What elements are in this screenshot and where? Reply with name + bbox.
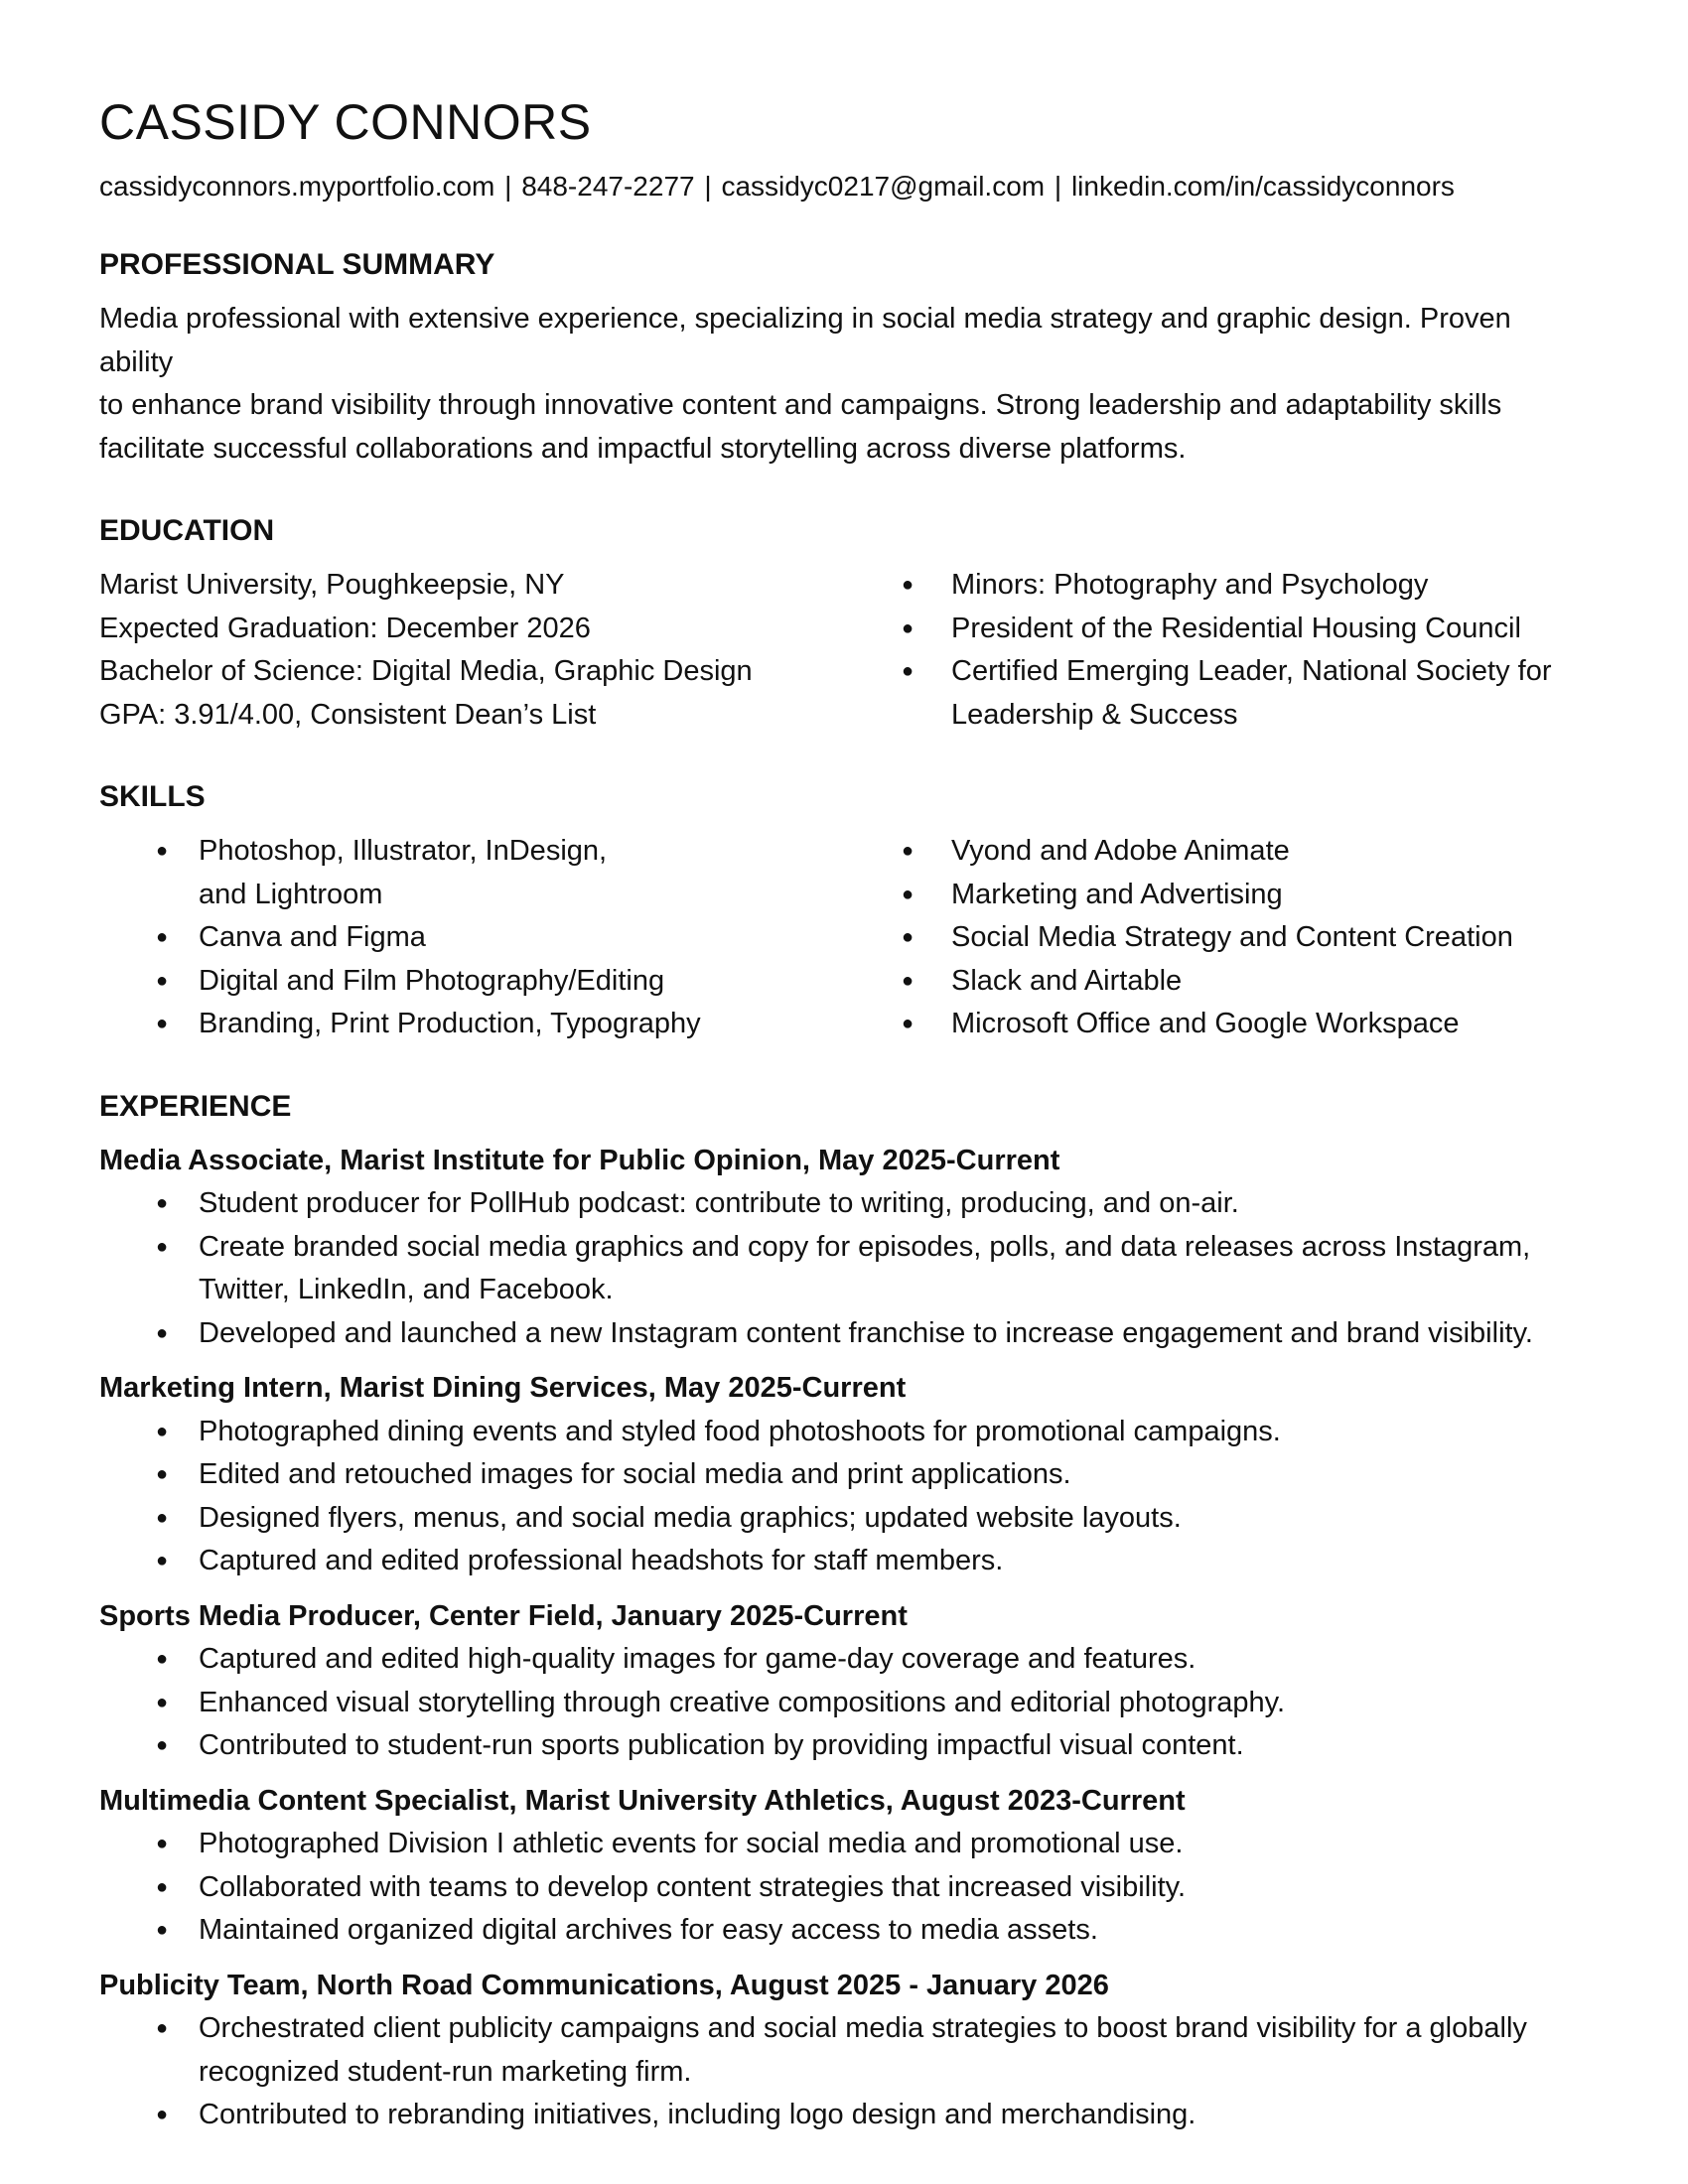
job-entry	[99, 1965, 1589, 2137]
list-item: ● Orchestrated client publicity campaigns and social media strategies to boost brand visibility for a globally recognized student-run marketing firm.	[99, 2007, 1589, 2094]
list-item: ● Marketing and Advertising	[894, 874, 1589, 917]
bullet-icon: ●	[155, 1192, 169, 1215]
bullet-icon: ●	[155, 2017, 169, 2040]
list-item: ● Contributed to student-run sports publication by providing impactful visual content.	[99, 1724, 1589, 1768]
list-item: ● Student producer for PollHub podcast: contribute to writing, producing, and on-air.	[99, 1182, 1589, 1226]
list-item: ● Enhanced visual storytelling through creative compositions and editorial photography.	[99, 1682, 1589, 1725]
list-item: ● Designed flyers, menus, and social media graphics; updated website layouts.	[99, 1497, 1589, 1541]
list-item: ● Maintained organized digital archives for easy access to media assets.	[99, 1909, 1589, 1953]
bullet-icon: ●	[155, 969, 169, 992]
list-item: ● Create branded social media graphics and copy for episodes, polls, and data releases across Instagram, Twitter, LinkedIn, and Facebook.	[99, 1226, 1589, 1312]
candidate-name: CASSIDY CONNORS	[99, 94, 592, 150]
summary-text	[99, 298, 1589, 471]
list-item: ● Photographed Division I athletic events for social media and promotional use.	[99, 1823, 1589, 1866]
bullet-icon: ●	[155, 1235, 169, 1258]
gpa: GPA: 3.91/4.00, Consistent Dean’s List	[99, 698, 597, 731]
bullet-icon: ●	[155, 1691, 169, 1713]
list-item: ● Digital and Film Photography/Editing	[99, 960, 894, 1004]
bullet-icon: ●	[155, 840, 169, 863]
bullet-icon: ●	[901, 616, 914, 639]
list-item: ● Social Media Strategy and Content Creation	[894, 916, 1589, 960]
bullet-icon: ●	[155, 1875, 169, 1898]
job-title: Publicity Team, North Road Communications, August 2025 - January 2026	[99, 1969, 1109, 2001]
contact-separator: |	[504, 171, 512, 202]
bullet-icon: ●	[155, 2104, 169, 2126]
job-entry	[99, 1780, 1589, 1953]
job-entry	[99, 1595, 1589, 1768]
bullet-icon: ●	[901, 660, 914, 683]
skills-left-column	[99, 830, 894, 1046]
list-item: ● Captured and edited professional headshots for staff members.	[99, 1540, 1589, 1583]
bullet-icon: ●	[155, 1506, 169, 1529]
bullet-icon: ●	[155, 1013, 169, 1035]
email-link[interactable]: cassidyc0217@gmail.com	[721, 171, 1046, 202]
phone-number: 848-247-2277	[521, 171, 695, 202]
bullet-icon: ●	[901, 926, 914, 949]
bullet-icon: ●	[155, 1321, 169, 1344]
job-title: Multimedia Content Specialist, Marist University Athletics, August 2023-Current	[99, 1784, 1186, 1817]
degree: Bachelor of Science: Digital Media, Graphic Design	[99, 655, 753, 688]
graduation-date: Expected Graduation: December 2026	[99, 612, 591, 644]
bullet-icon: ●	[155, 1919, 169, 1942]
bullet-icon: ●	[155, 1734, 169, 1757]
contact-line	[99, 169, 1589, 205]
list-item: ● Minors: Photography and Psychology	[894, 564, 1589, 608]
experience-section	[99, 1140, 1589, 2137]
list-item: ● Contributed to rebranding initiatives, including logo design and merchandising.	[99, 2094, 1589, 2137]
bullet-icon: ●	[901, 883, 914, 905]
list-item: ● Certified Emerging Leader, National Society for Leadership & Success	[894, 650, 1589, 737]
education-section	[99, 564, 1589, 737]
bullet-icon: ●	[901, 969, 914, 992]
skills-section	[99, 830, 1589, 1046]
portfolio-link[interactable]: cassidyconnors.myportfolio.com	[99, 171, 495, 202]
education-heading: EDUCATION	[99, 514, 275, 548]
list-item: ● Edited and retouched images for social media and print applications.	[99, 1453, 1589, 1497]
summary-line: facilitate successful collaborations and impactful storytelling across diverse platforms.	[99, 432, 1187, 465]
bullet-icon: ●	[155, 926, 169, 949]
list-item: ● Captured and edited high-quality images for game-day coverage and features.	[99, 1638, 1589, 1682]
school-name: Marist University, Poughkeepsie, NY	[99, 569, 565, 602]
skills-heading: SKILLS	[99, 780, 206, 814]
list-item: ● Photoshop, Illustrator, InDesign, and Lightroom	[99, 830, 894, 916]
list-item: ● Vyond and Adobe Animate	[894, 830, 1589, 874]
list-item: ● Branding, Print Production, Typography	[99, 1003, 894, 1046]
summary-line: to enhance brand visibility through innovative content and campaigns. Strong leadership and adaptability skills	[99, 389, 1502, 422]
bullet-icon: ●	[155, 1550, 169, 1572]
list-item: ● President of the Residential Housing Council	[894, 608, 1589, 651]
bullet-icon: ●	[901, 1013, 914, 1035]
bullet-icon: ●	[901, 574, 914, 597]
job-title: Sports Media Producer, Center Field, January 2025-Current	[99, 1599, 908, 1632]
list-item: ● Microsoft Office and Google Workspace	[894, 1003, 1589, 1046]
list-item: ● Photographed dining events and styled food photoshoots for promotional campaigns.	[99, 1411, 1589, 1454]
bullet-icon: ●	[901, 840, 914, 863]
bullet-icon: ●	[155, 1463, 169, 1486]
summary-line: Media professional with extensive experience, specializing in social media strategy and graphic design. Proven ability	[99, 303, 1511, 378]
list-item: ● Canva and Figma	[99, 916, 894, 960]
contact-separator: |	[704, 171, 712, 202]
job-entry	[99, 1140, 1589, 1356]
list-item: ● Collaborated with teams to develop content strategies that increased visibility.	[99, 1866, 1589, 1910]
job-title: Media Associate, Marist Institute for Public Opinion, May 2025-Current	[99, 1144, 1060, 1176]
summary-heading: PROFESSIONAL SUMMARY	[99, 248, 495, 282]
skills-right-column	[894, 830, 1589, 1046]
job-title: Marketing Intern, Marist Dining Services, May 2025-Current	[99, 1372, 907, 1405]
experience-heading: EXPERIENCE	[99, 1089, 292, 1123]
education-highlights	[894, 564, 1589, 737]
linkedin-link[interactable]: linkedin.com/in/cassidyconnors	[1070, 171, 1455, 202]
bullet-icon: ●	[155, 1833, 169, 1855]
bullet-icon: ●	[155, 1420, 169, 1442]
contact-separator: |	[1054, 171, 1062, 202]
job-entry	[99, 1367, 1589, 1583]
list-item: ● Slack and Airtable	[894, 960, 1589, 1004]
education-details	[99, 564, 894, 737]
bullet-icon: ●	[155, 1648, 169, 1671]
list-item: ● Developed and launched a new Instagram content franchise to increase engagement and brand visibility.	[99, 1312, 1589, 1356]
